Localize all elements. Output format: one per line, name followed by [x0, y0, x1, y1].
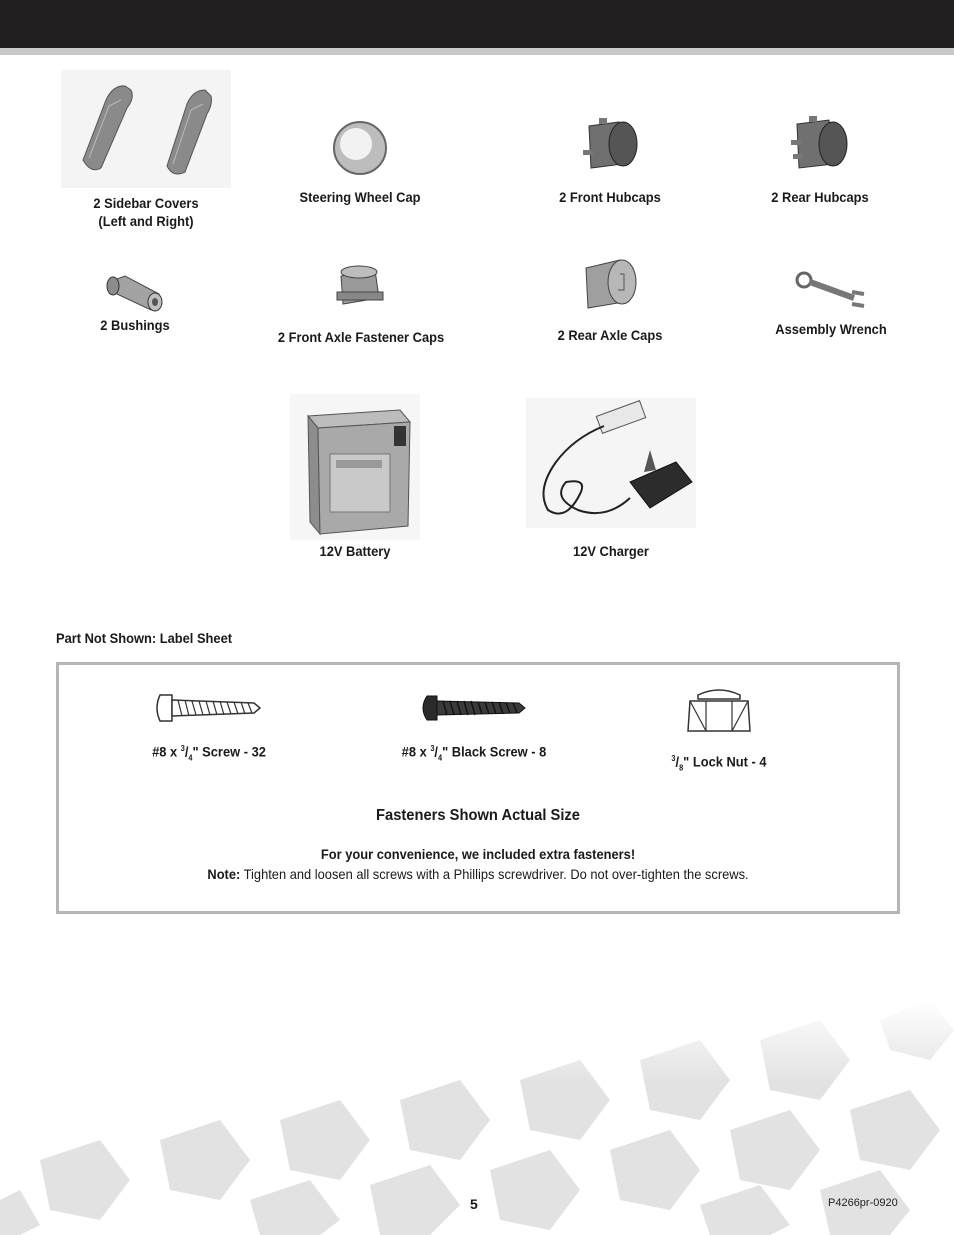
part-front-hubcaps: [530, 114, 690, 206]
part-sidebar-covers: [56, 70, 236, 230]
part-assembly-wrench: [758, 266, 904, 338]
part-rear-axle-caps: [530, 254, 690, 344]
document-code: P4266pr-0920: [828, 1197, 898, 1209]
part-battery: [290, 394, 420, 560]
header-rule: [0, 48, 954, 55]
rear-hubcaps-label: 2 Rear Hubcaps: [771, 189, 869, 205]
front-axle-caps-label: 2 Front Axle Fastener Caps: [277, 329, 445, 345]
part-charger: [526, 398, 696, 560]
charger-image: [526, 398, 696, 528]
part-rear-hubcaps: [740, 114, 900, 206]
part-front-axle-caps: [268, 262, 454, 346]
screw-label: #8 x $^3/_4$" Screw - 32: [152, 743, 266, 763]
header-bar: [0, 0, 954, 48]
fastener-black-screw: [389, 691, 559, 767]
fasteners-title: Fasteners Shown Actual Size: [376, 807, 580, 824]
lock-nut-icon: [684, 685, 754, 735]
rear-axle-caps-image: [580, 254, 640, 314]
wrench-icon: [794, 266, 868, 318]
rear-axle-caps-label: 2 Rear Axle Caps: [557, 327, 663, 343]
part-steering-wheel-cap: [280, 118, 440, 206]
front-axle-caps-image: [331, 262, 391, 312]
note-text: Note: Tighten and loosen all screws with a Phillips screwdriver. Do not over-tighten the screws.: [207, 866, 749, 882]
sidebar-covers-label-2: (Left and Right): [98, 213, 194, 229]
sidebar-covers-label-1: 2 Sidebar Covers: [93, 195, 199, 211]
front-hubcaps-label: 2 Front Hubcaps: [559, 189, 661, 205]
wrench-label: Assembly Wrench: [775, 321, 887, 337]
bushings-image: [103, 268, 167, 314]
sidebar-covers-image: [61, 70, 231, 188]
black-screw-label: #8 x $^3/_4$" Black Screw - 8: [401, 743, 547, 763]
screw-icon: [154, 691, 264, 725]
rear-hubcaps-image: [783, 114, 857, 176]
fastener-lock-nut: [659, 685, 779, 777]
steering-wheel-cap-label: Steering Wheel Cap: [299, 189, 421, 205]
black-screw-icon: [419, 691, 529, 725]
lock-nut-label: $^3/_8$" Lock Nut - 4: [671, 753, 767, 773]
page-number: 5: [470, 1196, 478, 1212]
charger-label: 12V Charger: [573, 543, 649, 559]
convenience-text: For your convenience, we included extra fasteners!: [320, 846, 636, 862]
front-hubcaps-image: [575, 114, 645, 176]
fasteners-panel: [56, 662, 900, 914]
bushings-label: 2 Bushings: [100, 317, 170, 333]
part-bushings: [60, 268, 210, 334]
battery-label: 12V Battery: [319, 543, 391, 559]
steering-wheel-cap-image: [330, 118, 390, 178]
fastener-screw: [129, 691, 289, 767]
part-not-shown: Part Not Shown: Label Sheet: [56, 630, 233, 646]
battery-image: [290, 394, 420, 540]
